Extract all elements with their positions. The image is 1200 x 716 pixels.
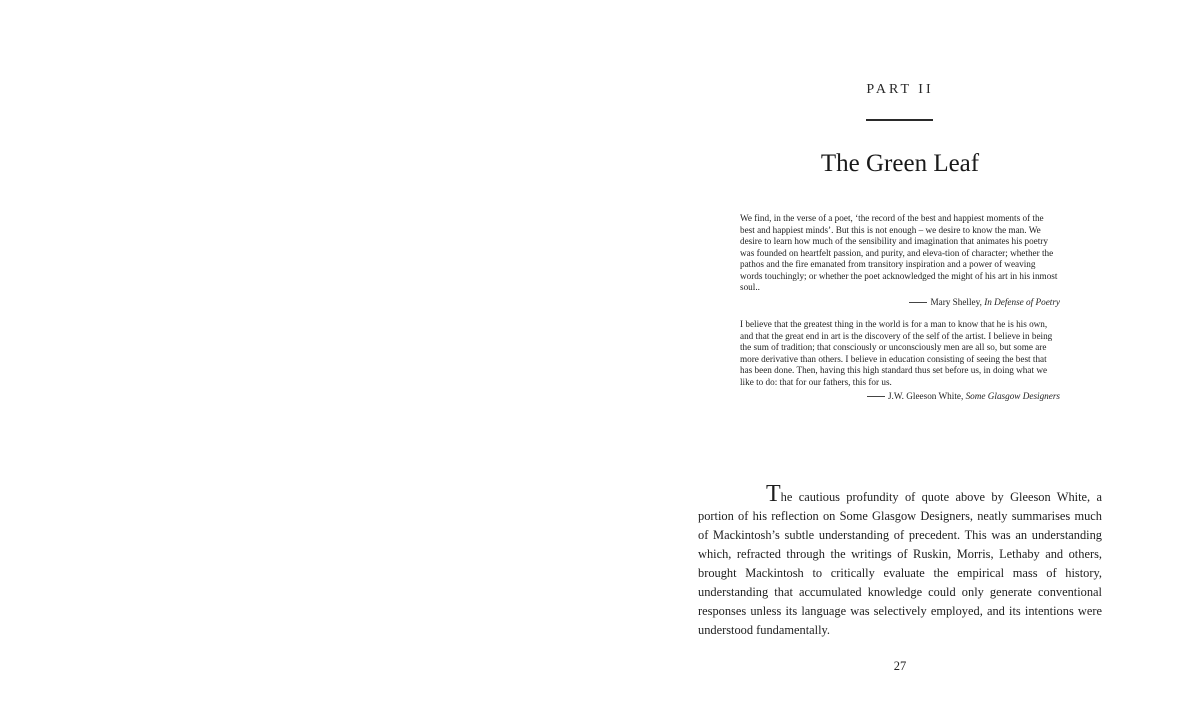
epigraph-shelley bbox=[740, 213, 1060, 308]
chapter-title: The Green Leaf bbox=[820, 150, 980, 177]
page-number: 27 bbox=[893, 659, 907, 673]
part-divider-rule bbox=[866, 119, 933, 121]
attribution-work: Some Glasgow Designers bbox=[965, 391, 1060, 401]
epigraph-text: I believe that the greatest thing in the world is for a man to know that he is his own, and that the great end in art is the discovery of the self of the artist. I believe in being the sum of tradition; that consciously or unconsciously men are all so, but some are more derivative than others. I believe in education consisting of seeing the best that has been done. Then, having this high standard thus set before us, in doing what we like to do: that for our fathers, this for us. bbox=[740, 319, 1053, 387]
part-label: PART II bbox=[866, 82, 934, 97]
attribution-author: Mary Shelley, bbox=[930, 296, 982, 307]
body-paragraph bbox=[698, 481, 1102, 640]
epigraph-attribution bbox=[740, 391, 1060, 403]
body-paragraph-text: he cautious profundity of quote above by Gleeson White, a portion of his reflection on Some Glasgow Designers, neatly summarises much of Mackintosh’s subtle understanding of precedent. This was an understanding which, refracted through the writings of Ruskin, Morris, Lethaby and others, brought Mackintosh to critically evaluate the empirical mass of history, understanding that accumulated knowledge could only generate conventional responses unless its language was selectively employed, and its intentions were understood fundamentally. bbox=[698, 490, 1102, 637]
epigraph-attribution bbox=[740, 297, 1060, 309]
epigraph-text: We find, in the verse of a poet, ‘the record of the best and happiest moments of the best and happiest minds’. But this is not enough – we desire to know the man. We desire to learn how much of the sensibility and imagination that animates his poetry was founded on heartfelt passion, and purity, and eleva-tion of character; whether the pathos and the fire emanated from transitory inspiration and a power of weaving words touchingly; or whether the poet acknowledged the might of his art in his inmost soul.. bbox=[740, 213, 1058, 292]
drop-cap-letter: T bbox=[766, 481, 781, 507]
epigraph-gleeson-white bbox=[740, 319, 1060, 403]
attribution-dash bbox=[909, 302, 927, 303]
attribution-work: In Defense of Poetry bbox=[984, 296, 1060, 307]
attribution-dash bbox=[867, 396, 885, 397]
attribution-author: J.W. Gleeson White, bbox=[887, 391, 964, 401]
